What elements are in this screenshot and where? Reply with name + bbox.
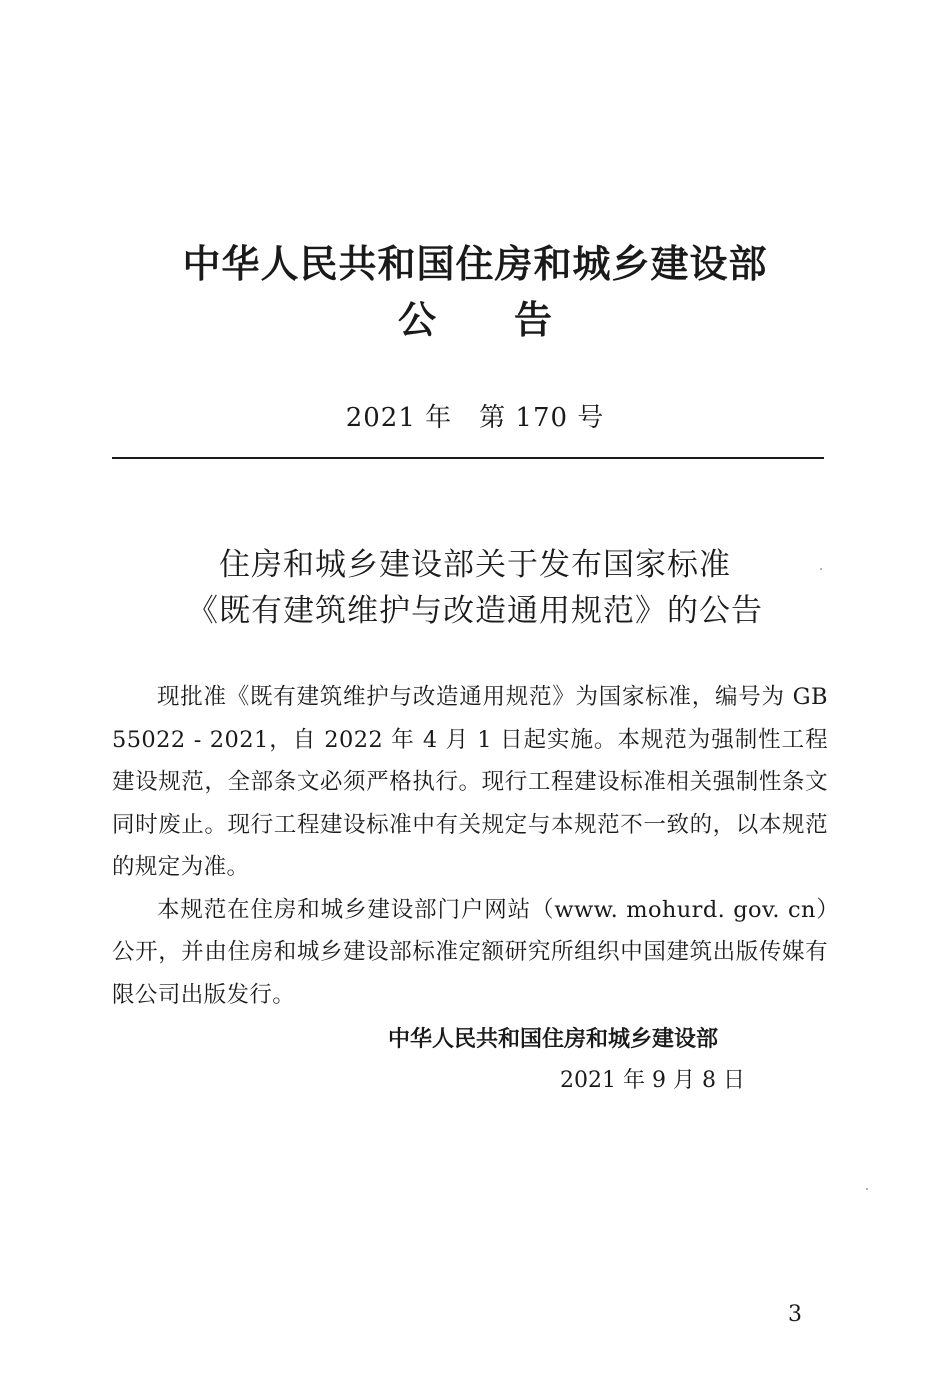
- header-divider: [112, 457, 824, 459]
- body-paragraph-publication: 本规范在住房和城乡建设部门户网站（www. mohurd. gov. cn）公开，并由住房和城乡建设部标准定额研究所组织中国建筑出版传媒有限公司出版发行。: [112, 896, 828, 1008]
- signature-organization: 中华人民共和国住房和城乡建设部: [388, 1027, 719, 1052]
- notice-heading: 公告: [397, 298, 630, 342]
- document-title-line-1: 住房和城乡建设部关于发布国家标准: [219, 547, 731, 583]
- document-title-line-2: 《既有建筑维护与改造通用规范》的公告: [187, 593, 763, 629]
- signature-date: 2021 年 9 月 8 日: [560, 1068, 745, 1093]
- issue-number: 2021 年 第 170 号: [345, 403, 605, 433]
- page-number: 3: [788, 1302, 802, 1327]
- scan-speck: [866, 1188, 868, 1190]
- ministry-title: 中华人民共和国住房和城乡建设部: [182, 242, 768, 286]
- body-paragraph-approval: 现批准《既有建筑维护与改造通用规范》为国家标准，编号为 GB 55022 - 2021，自 2022 年 4 月 1 日起实施。本规范为强制性工程建设规范，全部条文必须严格执行。现行工程建设标准相关强制性条文同时废止。现行工程建设标准中有关规定与本规范不一致的，以本规范的规定为准。: [112, 684, 828, 880]
- scan-speck: [820, 568, 822, 570]
- notice-body: [112, 676, 828, 1016]
